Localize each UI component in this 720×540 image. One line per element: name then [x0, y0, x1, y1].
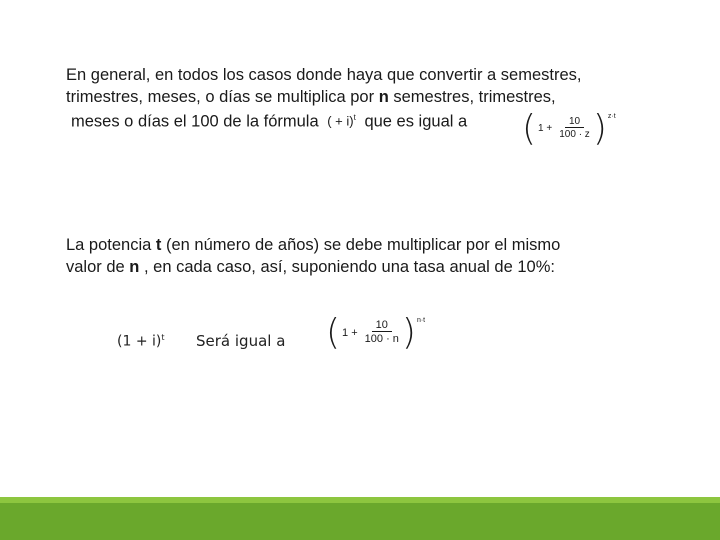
para1-line3-after: que es igual a [364, 112, 468, 131]
para1-line2-end: semestres, trimestres, [388, 88, 556, 106]
para1-line2: trimestres, meses, o días se multiplica por [66, 88, 379, 106]
formula-general-compound [522, 108, 616, 149]
para2-b: (en número de años) se debe multiplicar por el mismo [161, 236, 561, 254]
para2-n-bold: n [129, 258, 140, 276]
inline-formula [327, 107, 356, 132]
sera-igual-label: Será igual a [196, 332, 286, 350]
para2-d: , en cada caso, así, suponiendo una tasa anual de 10%: [139, 258, 555, 276]
formula-annual [117, 333, 165, 350]
formula2-base: (1 + i) [117, 333, 162, 350]
formula-n-compound [326, 312, 425, 353]
formula3-fraction [362, 320, 402, 345]
inline-formula-base: ( + i) [327, 113, 354, 129]
footer-band-dark [0, 503, 720, 540]
para2-c: valor de [66, 258, 130, 276]
para1-line3: meses o días el 100 de la fórmula [71, 112, 319, 131]
formula1-one-plus: 1 + [538, 123, 553, 134]
right-paren: ) [401, 312, 416, 353]
left-paren: ( [522, 108, 537, 149]
formula1-denominator: 100 · z [559, 129, 590, 140]
para2-a: La potencia [66, 236, 156, 254]
para1-line1: En general, en todos los casos donde haya que convertir a semestres, [66, 66, 582, 84]
formula1-fraction [556, 117, 593, 140]
formula1-numerator: 10 [565, 117, 584, 128]
paragraph-power-rule [66, 234, 666, 278]
formula3-one-plus: 1 + [342, 326, 358, 339]
right-paren: ) [592, 108, 607, 149]
para2-t-bold: t [155, 236, 162, 254]
formula2-exp: t [161, 333, 165, 342]
formula1-exponent: z·t [607, 113, 616, 120]
formula3-numerator: 10 [372, 320, 392, 332]
formula3-exponent: n·t [416, 317, 426, 324]
inline-formula-exp: t [353, 113, 356, 122]
para1-n-bold: n [378, 88, 389, 106]
left-paren: ( [326, 312, 341, 353]
formula3-denominator: 100 · n [364, 332, 399, 345]
